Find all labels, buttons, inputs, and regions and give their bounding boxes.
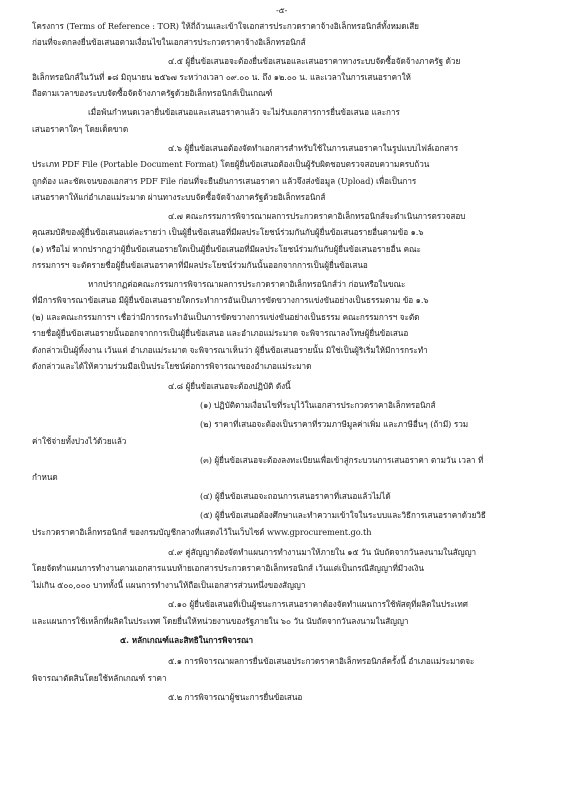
text-line: ๔.๑๐ ผู้ยื่นข้อเสนอที่เป็นผู้ชนะการเสนอราคาต้องจัดทำแผนการใช้พัสดุที่ผลิตในประเทศ	[168, 599, 468, 609]
list-item: (๕) ผู้ยื่นข้อเสนอต้องศึกษาและทำความเข้าใจในระบบและวิธีการเสนอราคาด้วยวิธี	[200, 510, 486, 520]
text-line: คุณสมบัติของผู้ยื่นข้อเสนอแต่ละรายว่า เป็นผู้ยื่นข้อเสนอที่มีผลประโยชน์ร่วมกันกับผู้ยื่นข้อเสนอรายอื่นตามข้อ ๑.๖	[32, 227, 424, 237]
text-line: เมื่อพ้นกำหนดเวลายื่นข้อเสนอและเสนอราคาแล้ว จะไม่รับเอกสารการยื่นข้อเสนอ และการ	[88, 107, 400, 117]
text-line: ก่อนที่จะตกลงยื่นข้อเสนอตามเงื่อนไขในเอกสารประกวดราคาจ้างอิเล็กทรอนิกส์	[32, 37, 306, 47]
text-line: ถูกต้อง และชัดเจนของเอกสาร PDF File ก่อนที่จะยืนยันการเสนอราคา แล้วจึงส่งข้อมูล (Upload) เพื่อเป็นการ	[32, 176, 417, 186]
text-line: ๔.๗ คณะกรรมการพิจารณาผลการประกวดราคาอิเล็กทรอนิกส์จะดำเนินการตรวจสอบ	[168, 211, 466, 221]
text-line: ค่าใช้จ่ายทั้งปวงไว้ด้วยแล้ว	[32, 436, 127, 446]
text-line: และแผนการใช้เหล็กที่ผลิตในประเทศ โดยยื่นให้หน่วยงานของรัฐภายใน ๖๐ วัน นับถัดจากวันลงนามในสัญญา	[32, 616, 409, 626]
text-line: ที่มีการพิจารณาข้อเสนอ มีผู้ยื่นข้อเสนอรายใดกระทำการอันเป็นการขัดขวางการแข่งขันอย่างเป็นธรรมตาม ข้อ ๑.๖	[32, 295, 429, 305]
text-line: โครงการ (Terms of Reference : TOR) ให้ถี่ถ้วนและเข้าใจเอกสารประกวดราคาจ้างอิเล็กทรอนิกส์ทั้งหมดเสีย	[32, 21, 419, 31]
section-heading: ๕. หลักเกณฑ์และสิทธิในการพิจารณา	[120, 635, 254, 645]
text-line: ดังกล่าวและได้ให้ความร่วมมือเป็นประโยชน์ต่อการพิจารณาของอำเภอแม่ระมาด	[32, 361, 312, 371]
text-line: ๔.๘ ผู้ยื่นข้อเสนอจะต้องปฏิบัติ ดังนี้	[168, 381, 291, 391]
text-line: โดยจัดทำแผนการทำงานตามเอกสารแนบท้ายเอกสารประกวดราคาอิเล็กทรอนิกส์ เว้นแต่เป็นกรณีสัญญาที่มีวงเงิน	[32, 563, 424, 573]
text-line: เสนอราคาให้แก่อำเภอแม่ระมาด ผ่านทางระบบจัดซื้อจัดจ้างภาครัฐด้วยอิเล็กทรอนิกส์	[32, 192, 326, 202]
text-line: ๕.๑ การพิจารณาผลการยื่นข้อเสนอประกวดราคาอิเล็กทรอนิกส์ครั้งนี้ อำเภอแม่ระมาดจะ	[168, 656, 475, 666]
list-item: (๓) ผู้ยื่นข้อเสนอจะต้องลงทะเบียนเพื่อเข้าสู่กระบวนการเสนอราคา ตามวัน เวลา ที่	[200, 455, 484, 465]
text-line: ประเภท PDF File (Portable Document Format) โดยผู้ยื่นข้อเสนอต้องเป็นผู้รับผิดชอบตรวจสอบความครบถ้วน	[32, 159, 430, 169]
text-line: ๔.๕ ผู้ยื่นข้อเสนอจะต้องยื่นข้อเสนอและเสนอราคาทางระบบจัดซื้อจัดจ้างภาครัฐ ด้วย	[168, 56, 461, 66]
list-item: (๑) ปฏิบัติตามเงื่อนไขที่ระบุไว้ในเอกสารประกวดราคาอิเล็กทรอนิกส์	[200, 400, 436, 410]
text-line: หากปรากฏต่อคณะกรรมการพิจารณาผลการประกวดราคาอิเล็กทรอนิกส์ว่า ก่อนหรือในขณะ	[88, 279, 406, 289]
text-line: อิเล็กทรอนิกส์ในวันที่ ๑๘ มิถุนายน ๒๕๖๗ ระหว่างเวลา ๐๙.๐๐ น. ถึง ๑๒.๐๐ น. และเวลาในการเสนอราคาให้	[32, 72, 411, 82]
page-number: -๕-	[276, 6, 288, 15]
text-line: (๒) และคณะกรรมการฯ เชื่อว่ามีการกระทำอันเป็นการขัดขวางการแข่งขันอย่างเป็นธรรม คณะกรรมการฯ จะตัด	[32, 312, 420, 322]
text-line: ๔.๖ ผู้ยื่นข้อเสนอต้องจัดทำเอกสารสำหรับใช้ในการเสนอราคาในรูปแบบไฟล์เอกสาร	[168, 143, 459, 153]
text-line: กรรมการฯ จะตัดรายชื่อผู้ยื่นข้อเสนอราคาที่มีผลประโยชน์ร่วมกันนั้นออกจากการเป็นผู้ยื่นข้อเสนอ	[32, 260, 368, 270]
list-item: (๒) ราคาที่เสนอจะต้องเป็นราคาที่รวมภาษีมูลค่าเพิ่ม และภาษีอื่นๆ (ถ้ามี) รวม	[200, 419, 469, 429]
text-line: รายชื่อผู้ยื่นข้อเสนอรายนั้นออกจากการเป็นผู้ยื่นข้อเสนอ และอำเภอแม่ระมาด จะพิจารณาลงโทษผู้ยื่นข้อเสนอ	[32, 328, 409, 338]
text-line: กำหนด	[32, 472, 58, 482]
text-line: ไม่เกิน ๕๐๐,๐๐๐ บาททั้งนี้ แผนการทำงานให้ถือเป็นเอกสารส่วนหนึ่งของสัญญา	[32, 580, 306, 590]
text-line: ๕.๒ การพิจารณาผู้ชนะการยื่นข้อเสนอ	[168, 692, 303, 702]
text-line: (๑) หรือไม่ หากปรากฏว่าผู้ยื่นข้อเสนอรายใดเป็นผู้ยื่นข้อเสนอที่มีผลประโยชน์ร่วมกันกับผู้ยื่นข้อเสนอรายอื่น คณะ	[32, 244, 421, 254]
text-line: ๔.๙ คู่สัญญาต้องจัดทำแผนการทำงานมาให้ภายใน ๑๕ วัน นับถัดจากวันลงนามในสัญญา	[168, 547, 477, 557]
text-line: ถือตามเวลาของระบบจัดซื้อจัดจ้างภาครัฐด้วยอิเล็กทรอนิกส์เป็นเกณฑ์	[32, 88, 273, 98]
text-line: เสนอราคาใดๆ โดยเด็ดขาด	[32, 124, 129, 134]
text-line: พิจารณาตัดสินโดยใช้หลักเกณฑ์ ราคา	[32, 673, 167, 683]
text-line: ประกวดราคาอิเล็กทรอนิกส์ ของกรมบัญชีกลางที่แสดงไว้ในเว็บไซต์ www.gprocurement.go.th	[32, 527, 372, 537]
text-line: ดังกล่าวเป็นผู้ทิ้งงาน เว้นแต่ อำเภอแม่ระมาด จะพิจารณาเห็นว่า ผู้ยื่นข้อเสนอรายนั้น มิใช่เป็นผู้ริเริ่มให้มีการกระทำ	[32, 345, 428, 355]
list-item: (๔) ผู้ยื่นข้อเสนอจะถอนการเสนอราคาที่เสนอแล้วไม่ได้	[200, 491, 391, 501]
